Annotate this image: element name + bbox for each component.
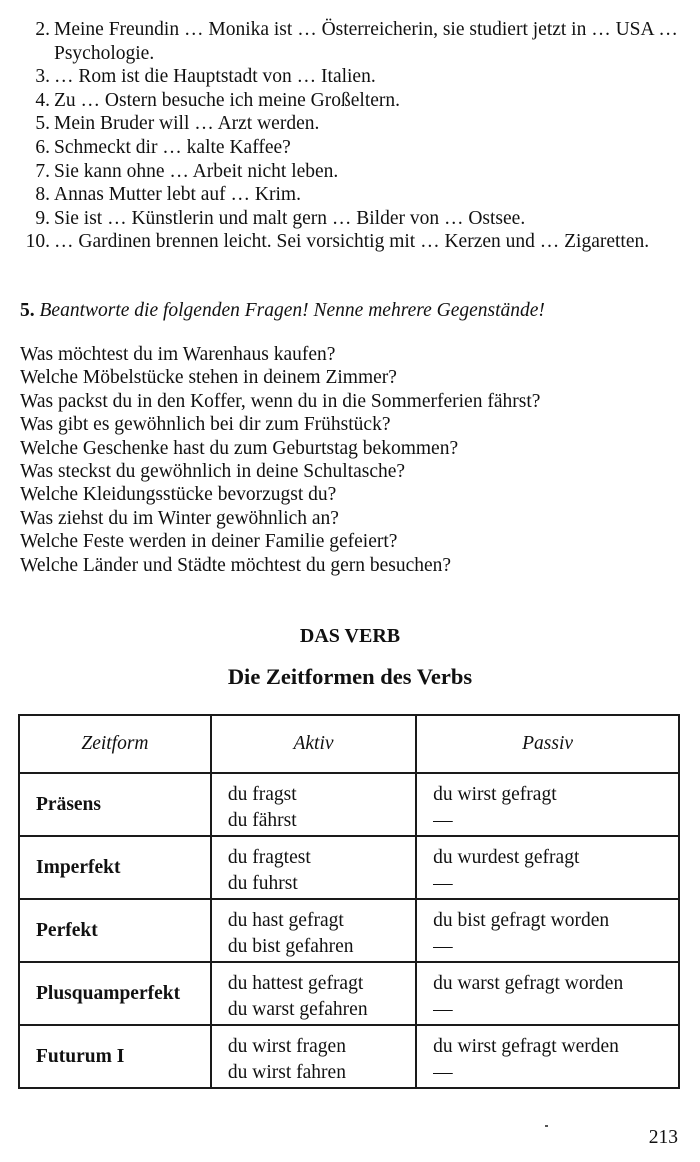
- item-number: 2.: [35, 19, 50, 40]
- exercise-item: [20, 18, 680, 65]
- passiv-form: —: [433, 810, 453, 831]
- passiv-cell: [416, 773, 679, 836]
- question: Was steckst du gewöhnlich in deine Schultasche?: [20, 461, 406, 483]
- question: Was möchtest du im Warenhaus kaufen?: [20, 344, 336, 365]
- aktiv-cell: [211, 899, 416, 962]
- item-text: Schmeckt dir … kalte Kaffee?: [54, 136, 291, 158]
- aktiv-cell: [211, 962, 416, 1025]
- aktiv-cell: [211, 836, 416, 899]
- tense-name: Plusquamperfekt: [19, 962, 211, 1025]
- passiv-form: du wirst gefragt werden: [433, 1036, 619, 1057]
- question: Welche Länder und Städte möchtest du gern besuchen?: [20, 554, 452, 576]
- item-number: 10.: [25, 231, 50, 253]
- tense-name: Perfekt: [19, 899, 211, 962]
- passiv-form: du wurdest gefragt: [433, 847, 580, 868]
- item-text: Mein Bruder will … Arzt werden.: [54, 113, 320, 135]
- question: Was packst du in den Koffer, wenn du in die Sommerferien fährst?: [20, 390, 541, 412]
- passiv-form: du warst gefragt worden: [433, 973, 624, 994]
- aktiv-form: du fährst: [227, 810, 297, 831]
- item-text: Zu … Ostern besuche ich meine Großeltern.: [54, 89, 401, 111]
- passiv-form: du bist gefragt worden: [433, 910, 610, 931]
- item-number: 6.: [35, 136, 50, 158]
- tense-name: Präsens: [19, 773, 211, 836]
- exercise-list: [20, 18, 680, 254]
- passiv-cell: [416, 1025, 679, 1088]
- exercise-item: [20, 65, 680, 89]
- passiv-form: —: [433, 873, 453, 894]
- passiv-cell: [416, 962, 679, 1025]
- exercise-item: [20, 207, 680, 231]
- passiv-cell: [416, 899, 679, 962]
- item-text: Sie kann ohne … Arbeit nicht leben.: [54, 160, 339, 182]
- table-row: [19, 899, 679, 962]
- item-number: 4.: [35, 89, 50, 111]
- item-number: 9.: [35, 207, 50, 229]
- tense-name: Futurum I: [19, 1025, 211, 1088]
- item-text: Sie ist … Künstlerin und malt gern … Bilder von … Ostsee.: [54, 207, 526, 229]
- task-title: Beantworte die folgenden Fragen! Nenne mehrere Gegenstände!: [39, 300, 545, 321]
- item-text: Meine Freundin … Monika ist … Österreicherin, sie studiert jetzt in … USA … Psychologie.: [54, 19, 678, 64]
- question: Welche Möbelstücke stehen in deinem Zimmer?: [20, 367, 397, 389]
- passiv-cell: [416, 836, 679, 899]
- aktiv-form: du bist gefahren: [227, 936, 354, 957]
- table-header-row: [19, 715, 679, 773]
- aktiv-cell: [211, 773, 416, 836]
- aktiv-form: du wirst fahren: [227, 1062, 346, 1083]
- passiv-form: du wirst gefragt: [433, 784, 557, 805]
- header-aktiv: Aktiv: [211, 715, 416, 773]
- section-subtitle: Die Zeitformen des Verbs: [227, 664, 473, 689]
- tense-name: Imperfekt: [19, 836, 211, 899]
- exercise-item: [20, 89, 680, 113]
- table-row: [19, 836, 679, 899]
- item-number: 7.: [35, 160, 50, 182]
- exercise-item: [20, 112, 680, 136]
- table-row: [19, 773, 679, 836]
- question: Was gibt es gewöhnlich bei dir zum Frühstück?: [20, 414, 391, 436]
- question: Welche Feste werden in deiner Familie gefeiert?: [20, 531, 398, 553]
- page-number: 213: [648, 1127, 678, 1148]
- item-number: 8.: [35, 184, 50, 206]
- task-heading: [20, 300, 545, 322]
- table-row: [19, 1025, 679, 1088]
- item-number: 5.: [35, 113, 50, 135]
- aktiv-form: du warst gefahren: [227, 999, 368, 1020]
- item-text: … Rom ist die Hauptstadt von … Italien.: [54, 66, 376, 88]
- item-text: Annas Mutter lebt auf … Krim.: [54, 184, 301, 206]
- question: Was ziehst du im Winter gewöhnlich an?: [20, 507, 339, 529]
- passiv-form: —: [433, 999, 453, 1020]
- passiv-form: —: [433, 1062, 453, 1083]
- header-passiv: Passiv: [416, 715, 679, 773]
- passiv-form: —: [433, 936, 453, 957]
- aktiv-form: du hattest gefragt: [227, 973, 364, 994]
- header-zeitform: Zeitform: [19, 715, 211, 773]
- table-row: [19, 962, 679, 1025]
- question-list: [20, 343, 540, 577]
- exercise-item: [20, 183, 680, 207]
- aktiv-form: du fragtest: [227, 847, 311, 868]
- tense-table: [18, 714, 680, 1089]
- item-text: … Gardinen brennen leicht. Sei vorsichtig mit … Kerzen und … Zigaretten.: [54, 231, 650, 253]
- print-speck: [545, 1125, 548, 1127]
- item-number: 3.: [35, 66, 50, 88]
- aktiv-form: du wirst fragen: [227, 1036, 346, 1057]
- task-number: 5.: [20, 300, 35, 321]
- aktiv-cell: [211, 1025, 416, 1088]
- exercise-item: [20, 230, 680, 254]
- section-title: DAS VERB: [299, 625, 401, 647]
- aktiv-form: du fragst: [227, 784, 297, 805]
- exercise-item: [20, 136, 680, 160]
- aktiv-form: du fuhrst: [227, 873, 298, 894]
- aktiv-form: du hast gefragt: [227, 910, 344, 931]
- question: Welche Geschenke hast du zum Geburtstag bekommen?: [20, 437, 459, 459]
- exercise-item: [20, 160, 680, 184]
- question: Welche Kleidungsstücke bevorzugst du?: [20, 484, 337, 506]
